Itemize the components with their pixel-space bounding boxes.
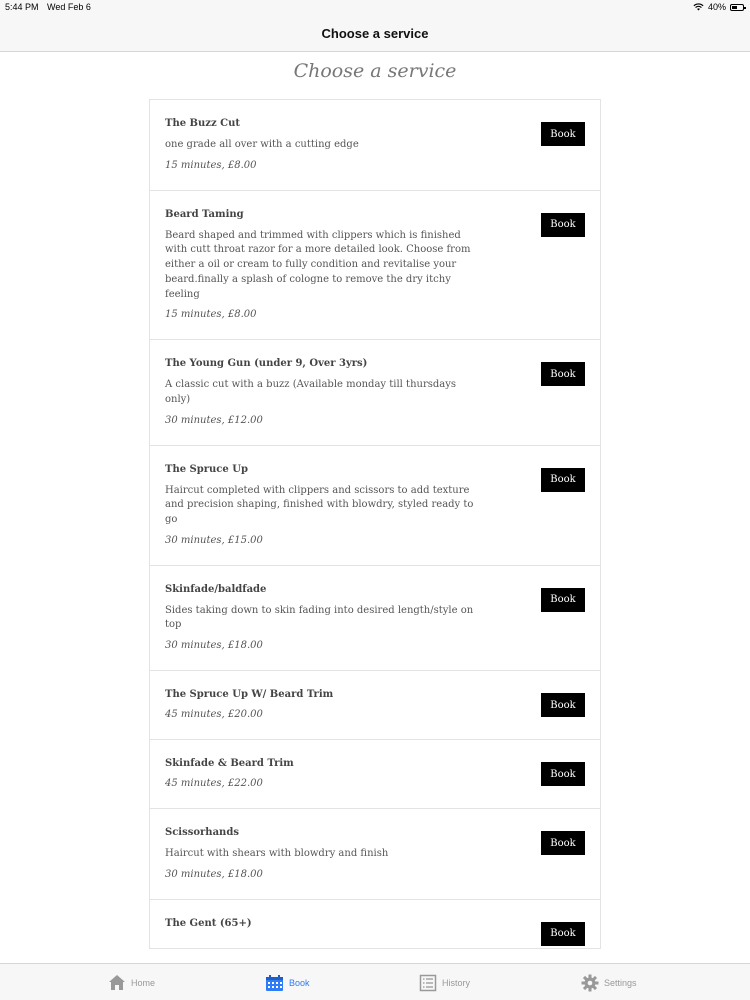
tab-book[interactable] [265, 964, 310, 1000]
service-name: Skinfade/baldfade [165, 583, 267, 595]
service-name: Beard Taming [165, 208, 244, 220]
service-description: one grade all over with a cutting edge [165, 139, 359, 150]
tab-settings[interactable] [581, 964, 637, 1000]
status-time: 5:44 PM [5, 2, 39, 12]
service-duration-price: 30 minutes, £18.00 [165, 868, 263, 880]
service-duration-price: 15 minutes, £8.00 [165, 309, 257, 321]
tab-bar [0, 963, 750, 1000]
service-name: The Young Gun (under 9, Over 3yrs) [165, 358, 368, 370]
calendar-icon [265, 974, 284, 992]
tab-settings-label: Settings [604, 977, 637, 988]
service-item [150, 900, 600, 949]
battery-percent: 40% [707, 2, 726, 12]
service-name: Scissorhands [165, 827, 239, 839]
service-duration-price: 15 minutes, £8.00 [165, 159, 257, 171]
book-button[interactable]: Book [541, 762, 585, 786]
service-item [150, 191, 600, 341]
navigation-bar [0, 15, 750, 52]
status-bar [0, 0, 750, 15]
service-item [150, 740, 600, 809]
nav-title: Choose a service [321, 25, 429, 41]
service-name: The Buzz Cut [165, 118, 240, 129]
gear-icon [581, 974, 599, 992]
service-list [149, 99, 601, 949]
service-duration-price: 45 minutes, £22.00 [165, 778, 263, 790]
service-item [150, 340, 600, 445]
book-button[interactable]: Book [541, 213, 585, 237]
service-item [150, 100, 600, 191]
page-heading: Choose a service [293, 60, 457, 82]
service-item [150, 809, 600, 900]
service-description: A classic cut with a buzz (Available monday till thursdays only) [165, 379, 457, 405]
service-item [150, 566, 600, 671]
service-description: Haircut completed with clippers and scissors to add texture and precision shaping, finished with blowdry, styled ready to go [165, 484, 474, 526]
service-name: The Spruce Up [165, 463, 248, 475]
book-button[interactable]: Book [541, 122, 585, 146]
battery-icon [730, 4, 744, 11]
service-duration-price: 30 minutes, £18.00 [165, 640, 263, 652]
service-description: Haircut with shears with blowdry and finish [165, 848, 389, 860]
book-button[interactable]: Book [541, 693, 585, 717]
service-description: Beard shaped and trimmed with clippers which is finished with cutt throat razor for a more detailed look. Choose from either a oil or cream to fully condition and revitalise your beard.finally a splash of cologne to remove the dry itchy feeling [165, 229, 471, 300]
tab-history[interactable] [419, 964, 470, 1000]
service-item [150, 671, 600, 740]
book-button[interactable]: Book [541, 362, 585, 386]
tab-home[interactable] [108, 964, 155, 1000]
book-button[interactable]: Book [541, 831, 585, 855]
tab-history-label: History [442, 977, 471, 988]
service-duration-price: 30 minutes, £12.00 [165, 414, 263, 426]
service-duration-price: 45 minutes, £20.00 [165, 709, 263, 721]
service-name: The Gent (65+) [165, 917, 252, 929]
service-name: Skinfade & Beard Trim [165, 758, 294, 770]
service-name: The Spruce Up W/ Beard Trim [165, 689, 334, 701]
history-icon [419, 974, 437, 992]
status-date: Wed Feb 6 [47, 2, 91, 12]
tab-home-label: Home [131, 977, 156, 988]
book-button[interactable]: Book [541, 588, 585, 612]
book-button[interactable]: Book [541, 922, 585, 946]
home-icon [108, 974, 126, 991]
tab-book-label: Book [289, 977, 310, 988]
service-duration-price: 30 minutes, £15.00 [165, 534, 263, 546]
book-button[interactable]: Book [541, 468, 585, 492]
content-area[interactable] [0, 52, 750, 963]
service-item [150, 446, 600, 566]
wifi-icon [693, 3, 704, 11]
service-description: Sides taking down to skin fading into desired length/style on top [165, 604, 474, 631]
